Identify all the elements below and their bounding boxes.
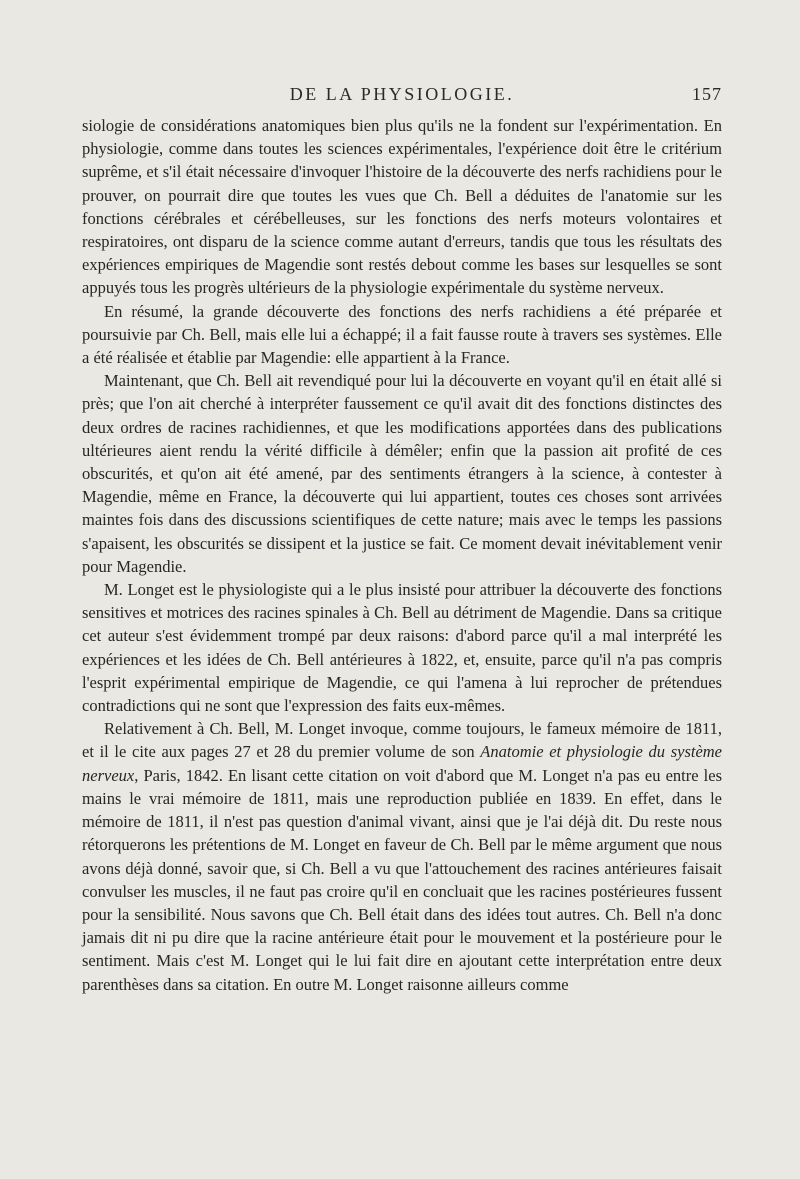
- paragraph-5: [82, 717, 722, 995]
- body-text: [82, 114, 722, 996]
- paragraph-5-text-before: Relativement à Ch. Bell, M. Longet invoque, comme toujours, le fameux mémoire de 1811, et il le cite aux pages 27 et 28 du premier volume de son: [82, 719, 722, 762]
- paragraph-1: siologie de considérations anatomiques bien plus qu'ils ne la fondent sur l'expérimentation. En physiologie, comme dans toutes les sciences expérimentales, l'expérience doit être le critérium suprême, et s'il était nécessaire d'invoquer l'histoire de la découverte des nerfs rachidiens pour le prouver, on pourrait dire que toutes les vues que Ch. Bell a déduites de l'anatomie sur les fonctions cérébrales et cérébelleuses, sur les fonctions des nerfs moteurs volontaires et respiratoires, ont disparu de la science comme autant d'erreurs, tandis que tous les résultats des expériences empiriques de Magendie sont restés debout comme les bases sur lesquelles se sont appuyés tous les progrès ultérieurs de la physiologie expérimentale du système nerveux.: [82, 116, 722, 298]
- paragraph-3: Maintenant, que Ch. Bell ait revendiqué pour lui la découverte en voyant qu'il en était allé si près; que l'on ait cherché à interpréter faussement ce qu'il avait dit des fonctions distinctes des deux ordres de racines rachidiennes, et que les modifications apportées dans des publications ultérieures aient rendu la vérité difficile à démêler; enfin que la passion ait profité de ces obscurités, et qu'on ait été amené, par des sentiments étrangers à la science, à contester à Magendie, même en France, la découverte qui lui appartient, toutes ces choses sont arrivées maintes fois dans des discussions scientifiques de cette nature; mais avec le temps les passions s'apaisent, les obscurités se dissipent et la justice se fait. Ce moment devait inévitablement venir pour Magendie.: [82, 371, 722, 576]
- running-head: [82, 84, 722, 114]
- paragraph-2: En résumé, la grande découverte des fonctions des nerfs rachidiens a été préparée et poursuivie par Ch. Bell, mais elle lui a échappé; il a fait fausse route à travers ses systèmes. Elle a été réalisée et établie par Magendie: elle appartient à la France.: [82, 301, 722, 368]
- page-number: 157: [692, 84, 722, 104]
- running-title: DE LA PHYSIOLOGIE.: [289, 84, 515, 104]
- book-title-italic: Anatomie et physiologie du système nerveux: [82, 742, 723, 785]
- paragraph-4: M. Longet est le physiologiste qui a le plus insisté pour attribuer la découverte des fonctions sensitives et motrices des racines spinales à Ch. Bell au détriment de Magendie. Dans sa critique cet auteur s'est évidemment trompé par deux raisons: d'abord parce qu'il a mal interprété les expériences et les idées de Ch. Bell antérieures à 1822, et, ensuite, parce qu'il n'a pas compris l'esprit expérimental empirique de Magendie, ce qui l'amena à lui reprocher de prétendues contradictions qui ne sont que l'expression des faits eux-mêmes.: [82, 580, 722, 716]
- paragraph-5-text-after: , Paris, 1842. En lisant cette citation on voit d'abord que M. Longet n'a pas eu entre les mains le vrai mémoire de 1811, mais une reproduction publiée en 1839. En effet, dans le mémoire de 1811, il n'est pas question d'animal vivant, ainsi que je l'ai déjà dit. Du reste nous rétorquerons les prétentions de M. Longet en faveur de Ch. Bell par le même argument que nous avons déjà donné, savoir que, si Ch. Bell a vu que l'attouchement des racines antérieures faisait convulser les muscles, il ne faut pas croire qu'il en concluait que les racines postérieures fussent pour la sensibilité. Nous savons que Ch. Bell était dans des idées tout autres. Ch. Bell n'a donc jamais dit ni pu dire que la racine antérieure était pour le mouvement et la postérieure pour le sentiment. Mais c'est M. Longet qui le lui fait dire en ajoutant cette interprétation entre deux parenthèses dans sa citation. En outre M. Longet raisonne ailleurs comme: [82, 765, 722, 994]
